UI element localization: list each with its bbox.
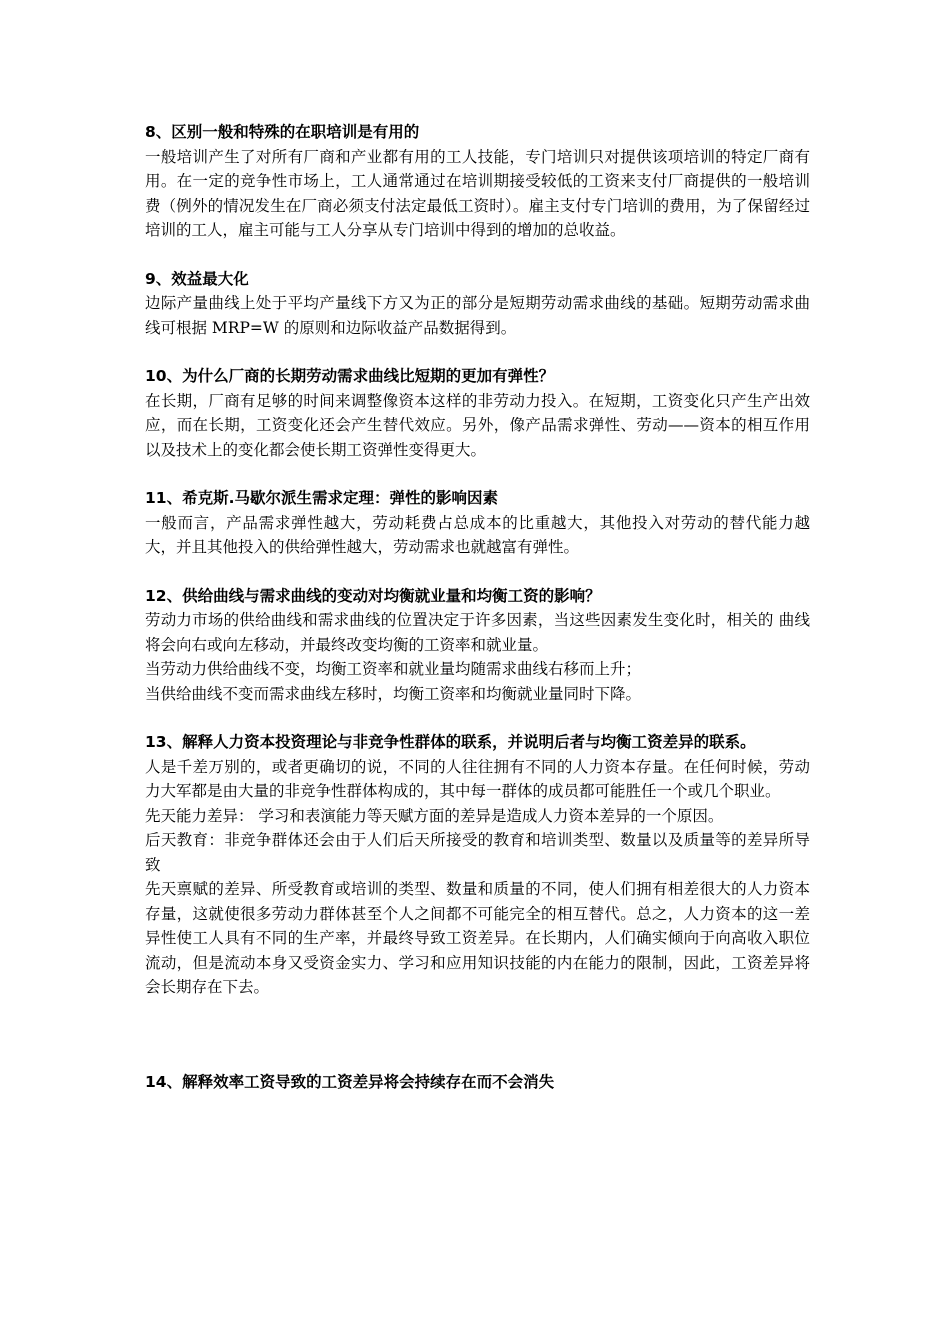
section-heading: 14、解释效率工资导致的工资差异将会持续存在而不会消失 xyxy=(145,1072,555,1091)
section-8 xyxy=(145,120,810,243)
section-heading: 12、供给曲线与需求曲线的变动对均衡就业量和均衡工资的影响？ xyxy=(145,586,601,605)
section-paragraph: 当劳动力供给曲线不变，均衡工资率和就业量均随需求曲线右移而上升； xyxy=(145,660,642,678)
section-12 xyxy=(145,584,810,707)
section-heading: 9、效益最大化 xyxy=(145,269,249,288)
section-9 xyxy=(145,267,810,341)
section-heading: 8、区别一般和特殊的在职培训是有用的 xyxy=(145,123,420,141)
section-paragraph: 当供给曲线不变而需求曲线左移时，均衡工资率和均衡就业量同时下降。 xyxy=(145,684,642,703)
section-heading: 13、解释人力资本投资理论与非竞争性群体的联系，并说明后者与均衡工资差异的联系。 xyxy=(145,733,756,751)
section-14 xyxy=(145,1070,810,1095)
section-paragraph: 先天禀赋的差异、所受教育或培训的类型、数量和质量的不同，使人们拥有相差很大的人力资本存量，这就使很多劳动力群体甚至个人之间都不可能完全的相互替代。总之，人力资本的这一差异性使工人具有不同的生产率，并最终导致工资差异。在长期内，人们确实倾向于向高收入职位流动，但是流动本身又受资金实力、学习和应用知识技能的内在能力的限制，因此，工资差异将会长期存在下去。 xyxy=(145,880,810,996)
section-paragraph: 人是千差万别的，或者更确切的说，不同的人往往拥有不同的人力资本存量。在任何时候，劳动力大军都是由大量的非竞争性群体构成的，其中每一群体的成员都可能胜任一个或几个职业。 xyxy=(145,757,810,800)
section-11 xyxy=(145,486,810,560)
section-paragraph: 一般培训产生了对所有厂商和产业都有用的工人技能，专门培训只对提供该项培训的特定厂商有用。在一定的竞争性市场上，工人通常通过在培训期接受较低的工资来支付厂商提供的一般培训费（例外的情况发生在厂商必须支付法定最低工资时）。雇主支付专门培训的费用，为了保留经过培训的工人，雇主可能与工人分享从专门培训中得到的增加的总收益。 xyxy=(145,147,810,239)
section-paragraph: 劳动力市场的供给曲线和需求曲线的位置决定于许多因素，当这些因素发生变化时，相关的 曲线将会向右或向左移动，并最终改变均衡的工资率和就业量。 xyxy=(145,611,810,654)
section-heading: 10、为什么厂商的长期劳动需求曲线比短期的更加有弹性？ xyxy=(145,367,555,385)
document-page xyxy=(145,120,810,1118)
section-13 xyxy=(145,730,810,1000)
section-heading: 11、希克斯.马歇尔派生需求定理：弹性的影响因素 xyxy=(145,489,498,507)
section-paragraph: 一般而言，产品需求弹性越大，劳动耗费占总成本的比重越大，其他投入对劳动的替代能力越大，并且其他投入的供给弹性越大，劳动需求也就越富有弹性。 xyxy=(145,513,810,556)
section-10 xyxy=(145,364,810,462)
section-paragraph: 在长期，厂商有足够的时间来调整像资本这样的非劳动力投入。在短期，工资变化只产生产出效应，而在长期，工资变化还会产生替代效应。另外，像产品需求弹性、劳动——资本的相互作用以及技术上的变化都会使长期工资弹性变得更大。 xyxy=(145,391,810,459)
section-paragraph: 边际产量曲线上处于平均产量线下方又为正的部分是短期劳动需求曲线的基础。短期劳动需求曲线可根据 MRP=W 的原则和边际收益产品数据得到。 xyxy=(145,294,810,337)
section-paragraph: 先天能力差异： 学习和表演能力等天赋方面的差异是造成人力资本差异的一个原因。 xyxy=(145,806,724,825)
section-paragraph: 后天教育：非竞争群体还会由于人们后天所接受的教育和培训类型、数量以及质量等的差异所导致 xyxy=(145,831,810,874)
